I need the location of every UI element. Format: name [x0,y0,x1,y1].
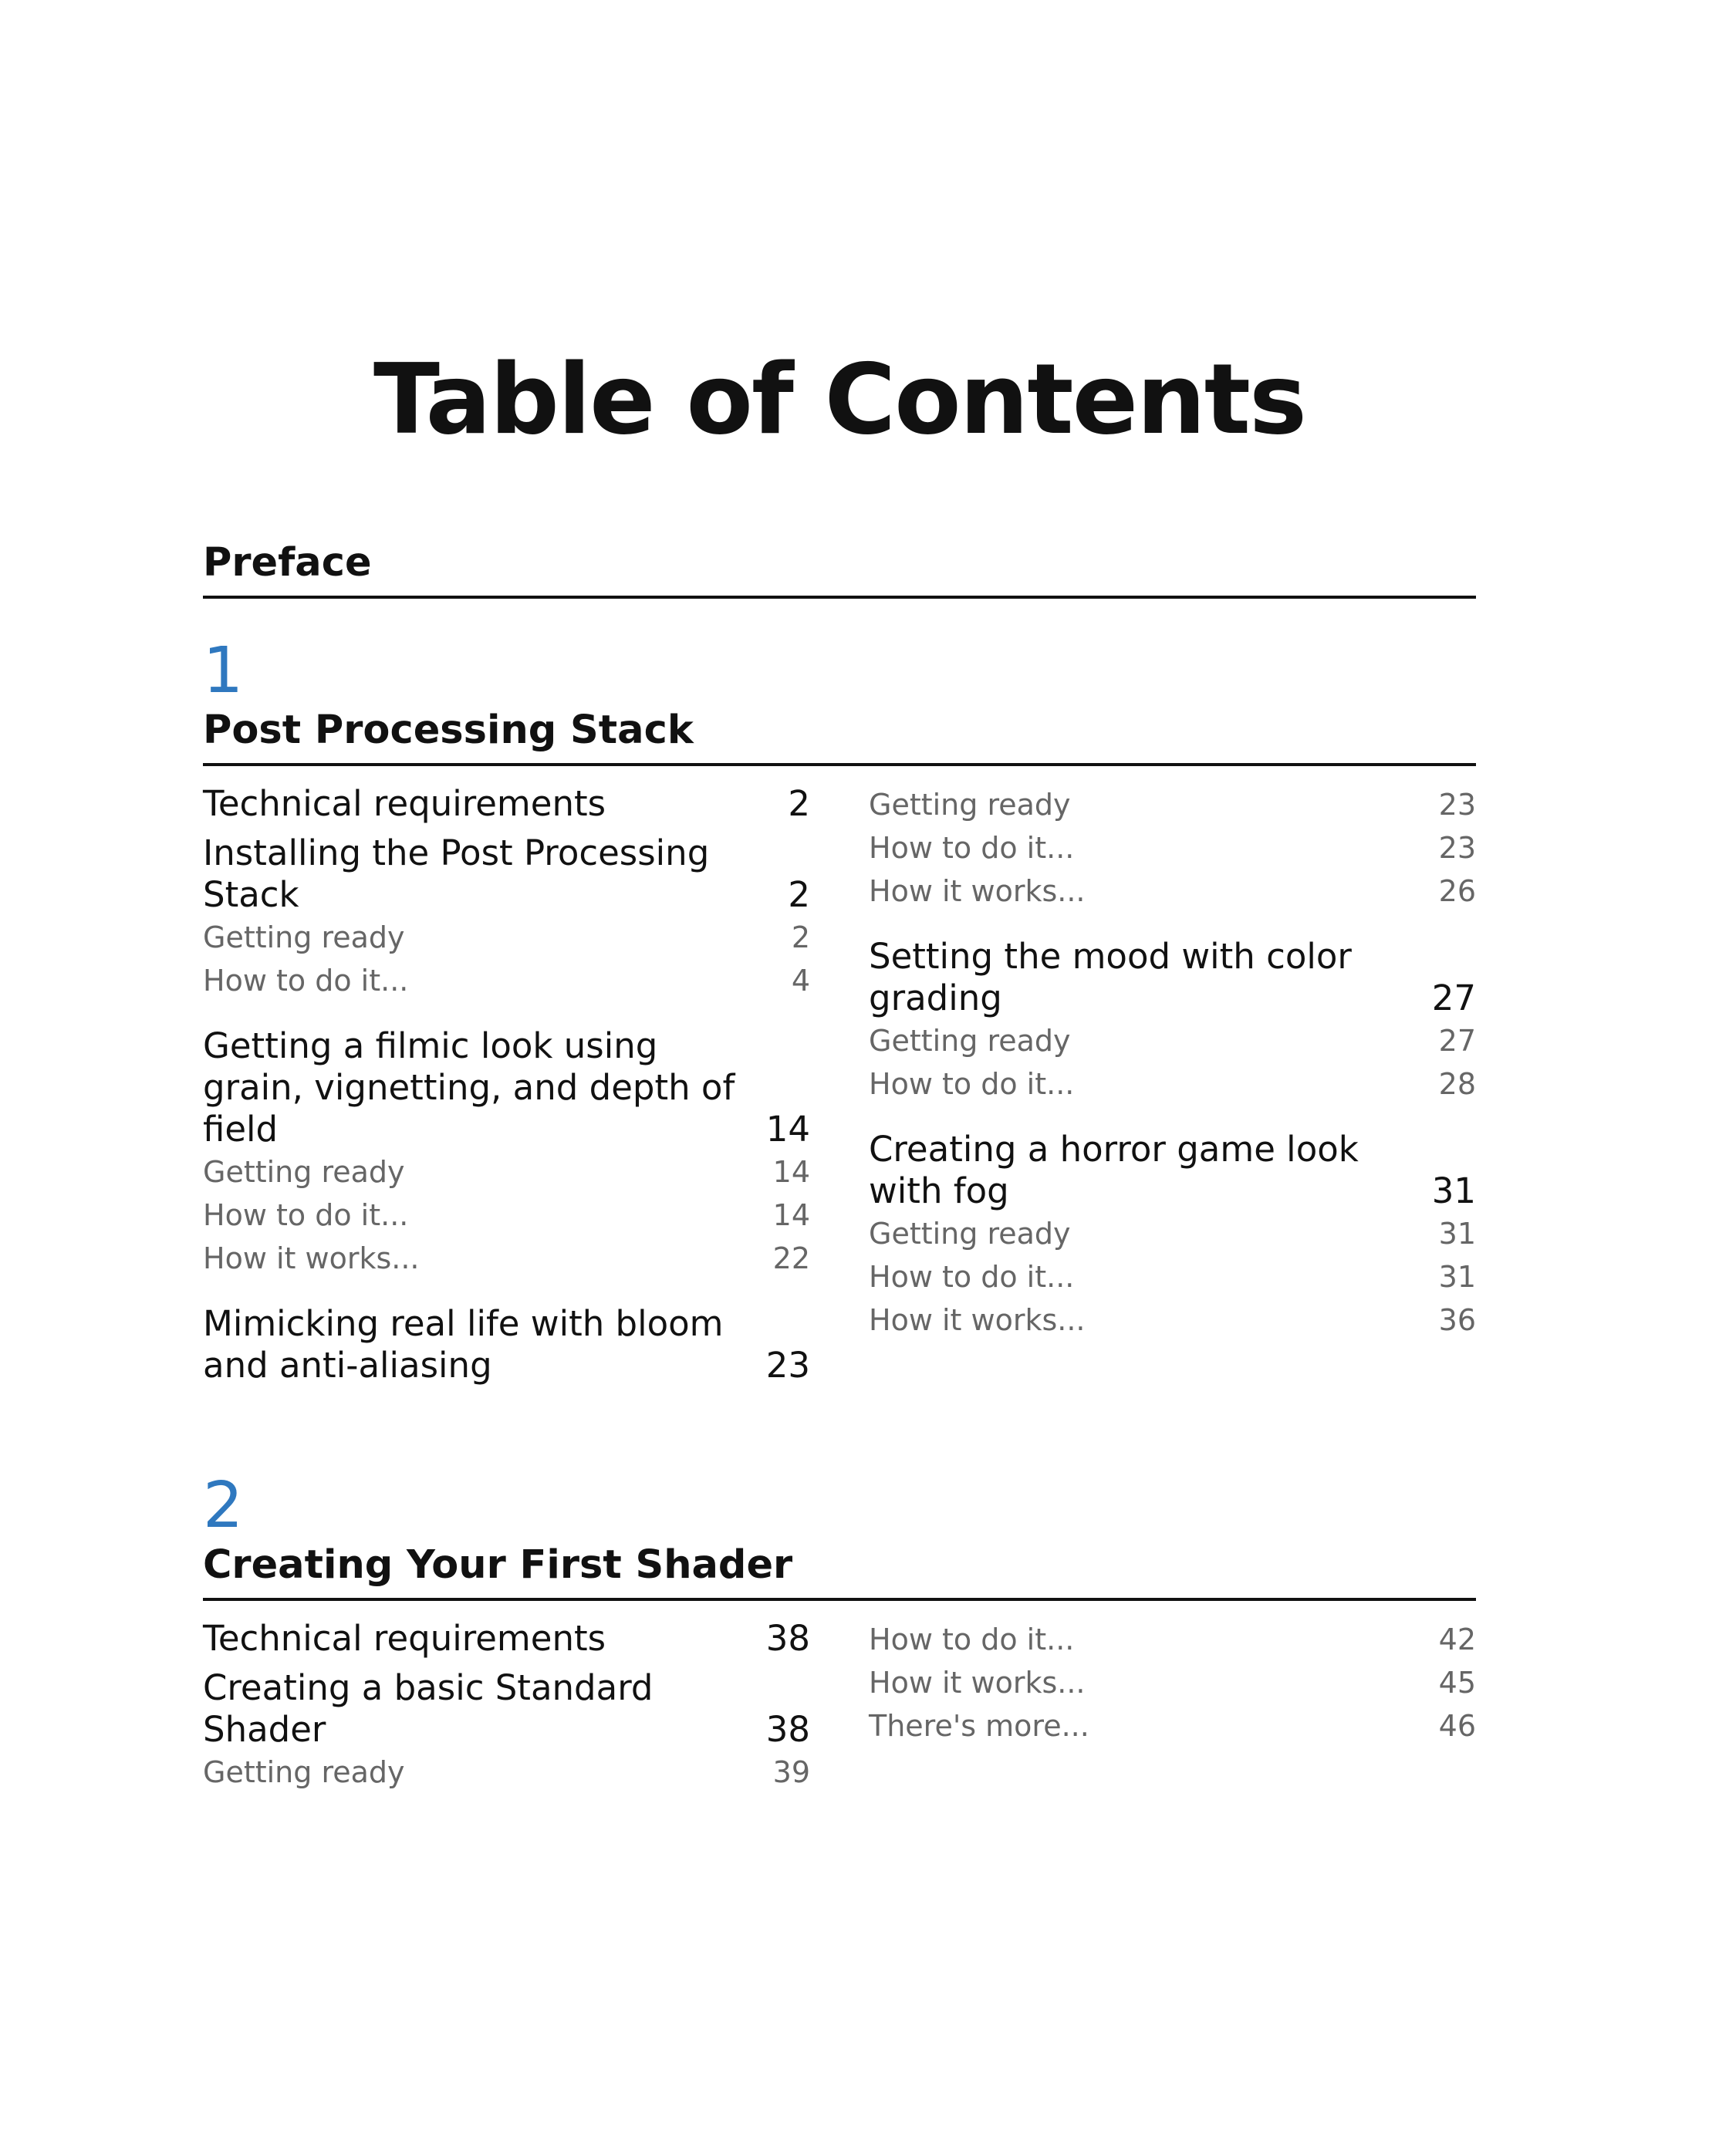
entry-page-number: 31 [1431,1170,1476,1211]
toc-subentry[interactable] [869,826,1476,870]
toc-entry[interactable] [869,1129,1476,1212]
entry-page-number: 2 [788,874,810,915]
chapter-title[interactable]: Post Processing Stack [203,706,1476,766]
entry-page-number: 27 [1438,1024,1476,1058]
entry-label: How it works... [869,874,1086,908]
toc-subentry[interactable] [869,870,1476,913]
entry-label: How to do it... [869,1260,1075,1294]
entry-page-number: 14 [765,1109,810,1150]
entry-page-number: 2 [788,783,810,824]
right-column [869,1618,1476,1794]
page-title: Table of Contents [373,343,1306,456]
left-column [203,783,810,1386]
toc-subentry[interactable] [203,916,810,959]
preface-section [203,539,1476,599]
toc-subentry[interactable] [203,959,810,1002]
toc-entry[interactable] [869,936,1476,1019]
entry-page-number: 14 [772,1155,810,1189]
toc-subentry[interactable] [869,1618,1476,1661]
entry-label: Getting ready [203,920,405,954]
entry-page-number: 39 [772,1755,810,1789]
chapter-entries [203,783,1476,1386]
toc-entry[interactable] [203,832,810,916]
entry-label: Getting ready [203,1155,405,1189]
toc-subentry[interactable] [869,1298,1476,1342]
entry-page-number: 46 [1438,1709,1476,1743]
entry-label: Mimicking real life with bloom and anti-aliasing [203,1303,724,1386]
toc-subentry[interactable] [869,1212,1476,1255]
toc-subentry[interactable] [203,1237,810,1280]
entry-label: Installing the Post Processing Stack [203,832,710,915]
entry-label: How to do it... [869,1623,1075,1656]
entry-page-number: 36 [1438,1303,1476,1337]
entry-label: Getting ready [869,1217,1071,1251]
entry-page-number: 14 [772,1198,810,1232]
entry-label: Technical requirements [203,1618,606,1659]
entry-label: How it works... [203,1241,420,1275]
toc-subentry[interactable] [869,783,1476,826]
chapter-title[interactable]: Creating Your First Shader [203,1541,1476,1601]
toc-subentry[interactable] [203,1150,810,1194]
toc-page [203,0,1476,2141]
entry-label: How to do it... [203,964,409,998]
chapter-number: 1 [203,634,244,707]
entry-page-number: 26 [1438,874,1476,908]
entry-page-number: 27 [1431,978,1476,1018]
toc-entry[interactable] [203,1025,810,1150]
toc-entry[interactable] [203,1618,810,1660]
entry-label: Getting ready [869,1024,1071,1058]
entry-label: Creating a basic Standard Shader [203,1667,654,1750]
entry-label: How to do it... [869,1067,1075,1101]
entry-page-number: 38 [765,1709,810,1750]
entry-page-number: 2 [791,920,810,954]
toc-entry[interactable] [203,783,810,825]
entry-label: How to do it... [869,831,1075,865]
toc-subentry[interactable] [203,1751,810,1794]
entry-page-number: 31 [1438,1260,1476,1294]
entry-page-number: 23 [1438,788,1476,822]
entry-label: Technical requirements [203,783,606,824]
entry-label: Getting ready [869,788,1071,822]
entry-label: Creating a horror game look with fog [869,1129,1359,1211]
entry-page-number: 28 [1438,1067,1476,1101]
chapter-2 [203,1471,1476,1794]
toc-subentry[interactable] [869,1255,1476,1298]
entry-label: Getting a filmic look using grain, vignetting, and depth of field [203,1025,735,1150]
entry-page-number: 4 [791,964,810,998]
toc-entry[interactable] [203,1667,810,1751]
entry-page-number: 23 [765,1345,810,1386]
chapter-entries [203,1618,1476,1794]
entry-page-number: 45 [1438,1666,1476,1700]
toc-subentry[interactable] [203,1194,810,1237]
entry-page-number: 38 [765,1618,810,1659]
preface-heading[interactable]: Preface [203,539,1476,599]
toc-entry[interactable] [203,1303,810,1386]
toc-subentry[interactable] [869,1019,1476,1062]
right-column [869,783,1476,1386]
entry-page-number: 23 [1438,831,1476,865]
entry-label: How to do it... [203,1198,409,1232]
entry-label: There's more... [869,1709,1089,1743]
entry-label: How it works... [869,1666,1086,1700]
chapter-1 [203,634,1476,1386]
entry-page-number: 31 [1438,1217,1476,1251]
left-column [203,1618,810,1794]
toc-subentry[interactable] [869,1661,1476,1704]
chapter-number: 2 [203,1469,244,1542]
entry-page-number: 22 [772,1241,810,1275]
toc-subentry[interactable] [869,1062,1476,1106]
entry-label: Setting the mood with color grading [869,936,1352,1018]
entry-page-number: 42 [1438,1623,1476,1656]
entry-label: How it works... [869,1303,1086,1337]
toc-subentry[interactable] [869,1704,1476,1748]
entry-label: Getting ready [203,1755,405,1789]
